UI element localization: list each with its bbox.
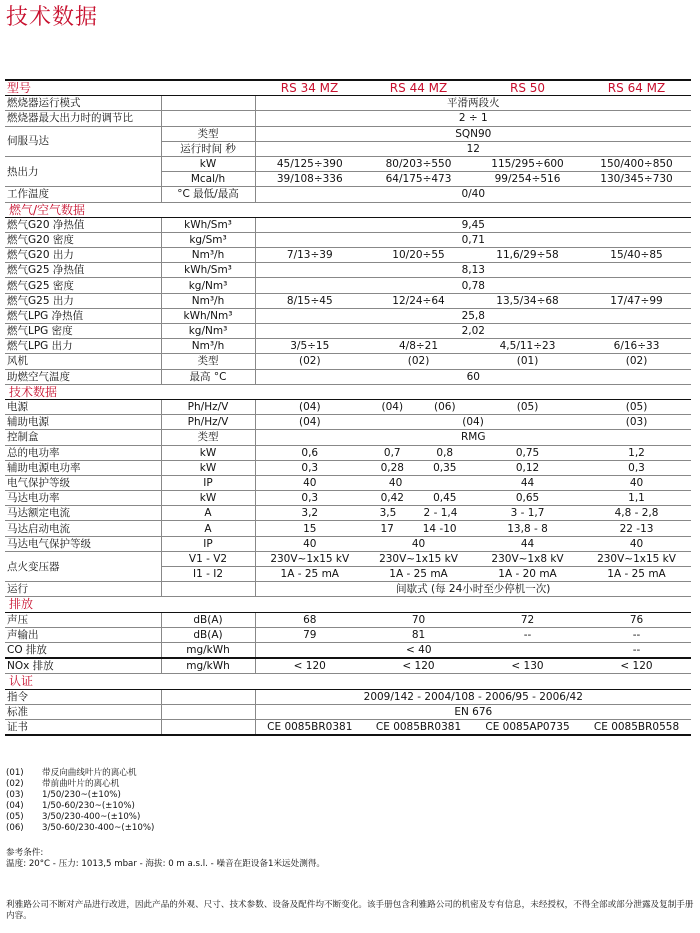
table-row xyxy=(5,339,691,354)
row-value: 17/47÷99 xyxy=(582,293,691,308)
row-label: 助燃空气温度 xyxy=(5,369,161,384)
row-value: 22 -13 xyxy=(582,521,691,536)
row-value: 12/24÷64 xyxy=(364,293,473,308)
footnote-item xyxy=(6,768,154,779)
row-unit xyxy=(161,719,255,735)
table-row xyxy=(5,491,691,506)
row-value: 44 xyxy=(473,536,582,551)
row-value: 40 xyxy=(582,475,691,490)
row-value-split xyxy=(364,445,473,460)
row-label: 伺服马达 xyxy=(5,126,161,156)
row-value: (04) xyxy=(255,399,364,414)
row-value: (01) xyxy=(473,354,582,369)
row-unit: 类型 xyxy=(161,126,255,141)
table-row xyxy=(5,521,691,536)
row-unit: kWh/Sm³ xyxy=(161,217,255,232)
row-value: 0,12 xyxy=(473,460,582,475)
footnote-item xyxy=(6,823,154,834)
row-unit: IP xyxy=(161,475,255,490)
row-value: 40 xyxy=(255,536,364,551)
row-unit: kg/Sm³ xyxy=(161,232,255,247)
row-label: 工作温度 xyxy=(5,187,161,202)
row-unit: 运行时间 秒 xyxy=(161,141,255,156)
row-value: 3 - 1,7 xyxy=(473,506,582,521)
table-row xyxy=(5,278,691,293)
footnote-item xyxy=(6,812,154,823)
row-value: < 120 xyxy=(255,658,364,674)
row-value: 72 xyxy=(473,612,582,627)
footnote-text: 3/50-60/230-400~(±10%) xyxy=(42,823,155,834)
table-row xyxy=(5,658,691,674)
row-value: 15 xyxy=(255,521,364,536)
row-value: 64/175÷473 xyxy=(364,172,473,187)
row-label: 燃气LPG 净热值 xyxy=(5,308,161,323)
table-row xyxy=(5,627,691,642)
row-label: 燃烧器运行模式 xyxy=(5,96,161,111)
row-unit: kg/Nm³ xyxy=(161,278,255,293)
row-value: 4/8÷21 xyxy=(364,339,473,354)
footnote-key: (01) xyxy=(6,768,24,778)
row-value: 79 xyxy=(255,627,364,642)
row-value: 40 xyxy=(255,475,364,490)
row-label: 燃烧器最大出力时的调节比 xyxy=(5,111,161,126)
row-value: EN 676 xyxy=(255,704,691,719)
row-unit: dB(A) xyxy=(161,627,255,642)
row-value: < 120 xyxy=(582,658,691,674)
row-value: 4,8 - 2,8 xyxy=(582,506,691,521)
row-value: 1,2 xyxy=(582,445,691,460)
row-value: 150/400÷850 xyxy=(582,156,691,171)
row-unit: kg/Nm³ xyxy=(161,324,255,339)
table-row xyxy=(5,719,691,735)
table-row xyxy=(5,475,691,490)
row-label: CO 排放 xyxy=(5,642,161,658)
row-value: (04) xyxy=(255,415,364,430)
row-value: -- xyxy=(582,627,691,642)
table-row xyxy=(5,369,691,384)
row-value: 10/20÷55 xyxy=(364,248,473,263)
row-unit: kW xyxy=(161,460,255,475)
row-label: 燃气G25 密度 xyxy=(5,278,161,293)
row-label: 燃气G20 出力 xyxy=(5,248,161,263)
row-unit: kWh/Sm³ xyxy=(161,263,255,278)
row-unit: kWh/Nm³ xyxy=(161,308,255,323)
row-value: 12 xyxy=(255,141,691,156)
row-label: 标准 xyxy=(5,704,161,719)
table-row xyxy=(5,96,691,111)
row-value: 76 xyxy=(582,612,691,627)
row-label: 辅助电源电功率 xyxy=(5,460,161,475)
table-row xyxy=(5,612,691,627)
table-row xyxy=(5,293,691,308)
row-value-part: 0,7 xyxy=(383,446,401,459)
table-row xyxy=(5,430,691,445)
reference-text: 温度: 20°C - 压力: 1013,5 mbar - 海拔: 0 m a.s.l. - 噪音在距设备1米远处测得。 xyxy=(6,859,326,870)
row-value: 2,02 xyxy=(255,324,691,339)
row-value: 平滑两段火 xyxy=(255,96,691,111)
section-title: 排放 xyxy=(5,597,691,612)
footnote-text: 带反向曲线叶片的离心机 xyxy=(42,768,137,778)
row-label: 燃气G25 净热值 xyxy=(5,263,161,278)
table-row xyxy=(5,126,691,141)
row-unit: Mcal/h xyxy=(161,172,255,187)
row-value: 3,2 xyxy=(255,506,364,521)
row-value: 39/108÷336 xyxy=(255,172,364,187)
row-value: 0,3 xyxy=(582,460,691,475)
table-row xyxy=(5,704,691,719)
row-unit: mg/kWh xyxy=(161,642,255,658)
footnote-item xyxy=(6,801,154,812)
row-label: 燃气G20 净热值 xyxy=(5,217,161,232)
row-unit: kW xyxy=(161,156,255,171)
row-value: (02) xyxy=(582,354,691,369)
row-value: 40 xyxy=(582,536,691,551)
row-value-part: 0,45 xyxy=(433,492,457,505)
disclaimer: 利雅路公司不断对产品进行改进，因此产品的外观、尺寸、技术参数、设备及配件均不断变化。该手册包含利雅路公司的机密及专有信息，未经授权，不得全部或部分泄露及复制手册内容。 xyxy=(6,900,694,922)
row-value: 130/345÷730 xyxy=(582,172,691,187)
row-value: 7/13÷39 xyxy=(255,248,364,263)
table-row xyxy=(5,642,691,658)
row-value: 11,6/29÷58 xyxy=(473,248,582,263)
row-value: -- xyxy=(473,627,582,642)
row-unit: Nm³/h xyxy=(161,293,255,308)
footnote-text: 带前曲叶片的离心机 xyxy=(42,779,120,790)
row-unit: mg/kWh xyxy=(161,658,255,674)
row-value: 0,71 xyxy=(255,232,691,247)
table-row xyxy=(5,156,691,171)
row-label: 马达额定电流 xyxy=(5,506,161,521)
row-value-part: 0,8 xyxy=(436,446,454,459)
row-unit: IP xyxy=(161,536,255,551)
row-unit: dB(A) xyxy=(161,612,255,627)
table-row xyxy=(5,506,691,521)
row-value: 81 xyxy=(364,627,473,642)
header-model-label: 型号 xyxy=(5,80,255,96)
table-row xyxy=(5,308,691,323)
row-unit: Nm³/h xyxy=(161,248,255,263)
row-value: 间歇式 (每 24小时至少停机一次) xyxy=(255,582,691,597)
row-value: < 40 xyxy=(255,642,582,658)
row-unit xyxy=(161,582,255,597)
row-label: 控制盒 xyxy=(5,430,161,445)
row-label: 马达电气保护等级 xyxy=(5,536,161,551)
row-value: 99/254÷516 xyxy=(473,172,582,187)
row-label: 热出力 xyxy=(5,156,161,186)
section-title: 技术数据 xyxy=(5,384,691,399)
row-value-part: 3,5 xyxy=(379,507,397,520)
row-value: 230V~1x8 kV xyxy=(473,551,582,566)
footnote-item xyxy=(6,790,154,801)
row-value: < 130 xyxy=(473,658,582,674)
table-row xyxy=(5,263,691,278)
table-row xyxy=(5,248,691,263)
table-row xyxy=(5,582,691,597)
row-value: 6/16÷33 xyxy=(582,339,691,354)
row-value-split xyxy=(364,521,473,536)
row-value-part: 0,42 xyxy=(380,492,404,505)
row-label: 指令 xyxy=(5,689,161,704)
row-value: 4,5/11÷23 xyxy=(473,339,582,354)
row-unit: 最高 °C xyxy=(161,369,255,384)
row-value: 0,6 xyxy=(255,445,364,460)
row-value: 230V~1x15 kV xyxy=(582,551,691,566)
section-title: 燃气/空气数据 xyxy=(5,202,691,217)
section-header-row xyxy=(5,202,691,217)
row-unit: kW xyxy=(161,491,255,506)
table-row xyxy=(5,460,691,475)
section-header-row xyxy=(5,384,691,399)
row-value-split xyxy=(364,475,473,490)
row-label: 风机 xyxy=(5,354,161,369)
row-value: 40 xyxy=(364,536,473,551)
row-value-part: (06) xyxy=(433,401,456,414)
table-header-row xyxy=(5,80,691,96)
row-value: 0,65 xyxy=(473,491,582,506)
row-label: 燃气LPG 密度 xyxy=(5,324,161,339)
table-row xyxy=(5,354,691,369)
row-value: 230V~1x15 kV xyxy=(255,551,364,566)
row-label: 燃气LPG 出力 xyxy=(5,339,161,354)
row-label: 电源 xyxy=(5,399,161,414)
row-value: RMG xyxy=(255,430,691,445)
row-value-split xyxy=(364,491,473,506)
footnote-text: 1/50/230~(±10%) xyxy=(42,790,121,801)
row-value: 0,3 xyxy=(255,491,364,506)
row-value: CE 0085BR0381 xyxy=(364,719,473,735)
row-value: 1,1 xyxy=(582,491,691,506)
row-unit xyxy=(161,704,255,719)
row-value: 9,45 xyxy=(255,217,691,232)
table-row xyxy=(5,536,691,551)
row-value: 230V~1x15 kV xyxy=(364,551,473,566)
section-header-row xyxy=(5,597,691,612)
row-value: 80/203÷550 xyxy=(364,156,473,171)
footnote-item xyxy=(6,779,154,790)
row-value-part: 0,28 xyxy=(380,461,404,474)
row-value: -- xyxy=(582,642,691,658)
page-title: 技术数据 xyxy=(6,5,99,30)
row-value: 44 xyxy=(473,475,582,490)
row-value-split xyxy=(364,399,473,414)
row-unit xyxy=(161,96,255,111)
row-value-part: 14 -10 xyxy=(422,522,457,535)
row-label: 声压 xyxy=(5,612,161,627)
row-value: < 120 xyxy=(364,658,473,674)
row-value: CE 0085BR0558 xyxy=(582,719,691,735)
row-value: 1A - 25 mA xyxy=(582,567,691,582)
table-row xyxy=(5,324,691,339)
row-value: 60 xyxy=(255,369,691,384)
model-name: RS 64 MZ xyxy=(582,80,691,96)
row-unit: Ph/Hz/V xyxy=(161,415,255,430)
row-unit: kW xyxy=(161,445,255,460)
row-unit: 类型 xyxy=(161,430,255,445)
row-unit: 类型 xyxy=(161,354,255,369)
row-value: 70 xyxy=(364,612,473,627)
footnote-key: (05) xyxy=(6,812,24,823)
row-value: 8/15÷45 xyxy=(255,293,364,308)
row-unit: Nm³/h xyxy=(161,339,255,354)
table-row xyxy=(5,445,691,460)
footnote-key: (03) xyxy=(6,790,24,801)
table-row xyxy=(5,187,691,202)
footnote-text: 3/50/230-400~(±10%) xyxy=(42,812,141,823)
row-value: (05) xyxy=(473,399,582,414)
row-value: 0/40 xyxy=(255,187,691,202)
model-name: RS 44 MZ xyxy=(364,80,473,96)
row-value: 45/125÷390 xyxy=(255,156,364,171)
table-row xyxy=(5,232,691,247)
row-unit xyxy=(161,111,255,126)
model-name: RS 34 MZ xyxy=(255,80,364,96)
table-row xyxy=(5,217,691,232)
footnote-text: 1/50-60/230~(±10%) xyxy=(42,801,135,812)
row-label: 马达启动电流 xyxy=(5,521,161,536)
row-value: 3/5÷15 xyxy=(255,339,364,354)
row-value: 1A - 25 mA xyxy=(364,567,473,582)
footnote-key: (06) xyxy=(6,823,24,834)
row-value: 1A - 20 mA xyxy=(473,567,582,582)
row-value: 1A - 25 mA xyxy=(255,567,364,582)
row-value-part: 0,35 xyxy=(433,461,457,474)
row-value: 13,5/34÷68 xyxy=(473,293,582,308)
row-label: 燃气G25 出力 xyxy=(5,293,161,308)
row-value: (03) xyxy=(582,415,691,430)
row-label: 马达电功率 xyxy=(5,491,161,506)
row-label: 燃气G20 密度 xyxy=(5,232,161,247)
row-label: 总的电功率 xyxy=(5,445,161,460)
footnotes xyxy=(6,768,154,835)
row-value: 8,13 xyxy=(255,263,691,278)
row-unit: A xyxy=(161,521,255,536)
model-name: RS 50 xyxy=(473,80,582,96)
row-label: 辅助电源 xyxy=(5,415,161,430)
row-label: 运行 xyxy=(5,582,161,597)
row-value: 15/40÷85 xyxy=(582,248,691,263)
footnote-key: (04) xyxy=(6,801,24,812)
row-label: 点火变压器 xyxy=(5,551,161,581)
row-value: CE 0085BR0381 xyxy=(255,719,364,735)
row-unit: V1 - V2 xyxy=(161,551,255,566)
row-value: 0,75 xyxy=(473,445,582,460)
table-row xyxy=(5,551,691,566)
row-value-part: (04) xyxy=(381,401,404,414)
row-value: (04) xyxy=(364,415,582,430)
row-value: (02) xyxy=(255,354,364,369)
footnote-key: (02) xyxy=(6,779,24,790)
row-label: NOx 排放 xyxy=(5,658,161,674)
row-value: 115/295÷600 xyxy=(473,156,582,171)
row-value-part: 17 xyxy=(380,522,394,535)
row-value: 13,8 - 8 xyxy=(473,521,582,536)
row-value: CE 0085AP0735 xyxy=(473,719,582,735)
row-value-part: 2 - 1,4 xyxy=(423,507,458,520)
table-row xyxy=(5,415,691,430)
table-row xyxy=(5,689,691,704)
row-value: 68 xyxy=(255,612,364,627)
reference-conditions xyxy=(6,848,325,870)
row-value-part: 40 xyxy=(388,476,403,489)
row-value: (05) xyxy=(582,399,691,414)
row-unit: Ph/Hz/V xyxy=(161,399,255,414)
row-unit xyxy=(161,689,255,704)
row-value: 2 ÷ 1 xyxy=(255,111,691,126)
section-title: 认证 xyxy=(5,674,691,689)
row-value: SQN90 xyxy=(255,126,691,141)
row-value: 0,78 xyxy=(255,278,691,293)
row-value: (02) xyxy=(364,354,473,369)
row-value: 25,8 xyxy=(255,308,691,323)
row-value-split xyxy=(364,460,473,475)
row-value: 2009/142 - 2004/108 - 2006/95 - 2006/42 xyxy=(255,689,691,704)
row-unit: °C 最低/最高 xyxy=(161,187,255,202)
row-unit: A xyxy=(161,506,255,521)
reference-title: 参考条件: xyxy=(6,848,44,858)
table-row xyxy=(5,111,691,126)
row-unit: I1 - I2 xyxy=(161,567,255,582)
row-label: 证书 xyxy=(5,719,161,735)
row-value-split xyxy=(364,506,473,521)
section-header-row xyxy=(5,674,691,689)
table-row xyxy=(5,399,691,414)
row-label: 电气保护等级 xyxy=(5,475,161,490)
spec-table xyxy=(5,79,691,736)
row-value: 0,3 xyxy=(255,460,364,475)
row-label: 声输出 xyxy=(5,627,161,642)
